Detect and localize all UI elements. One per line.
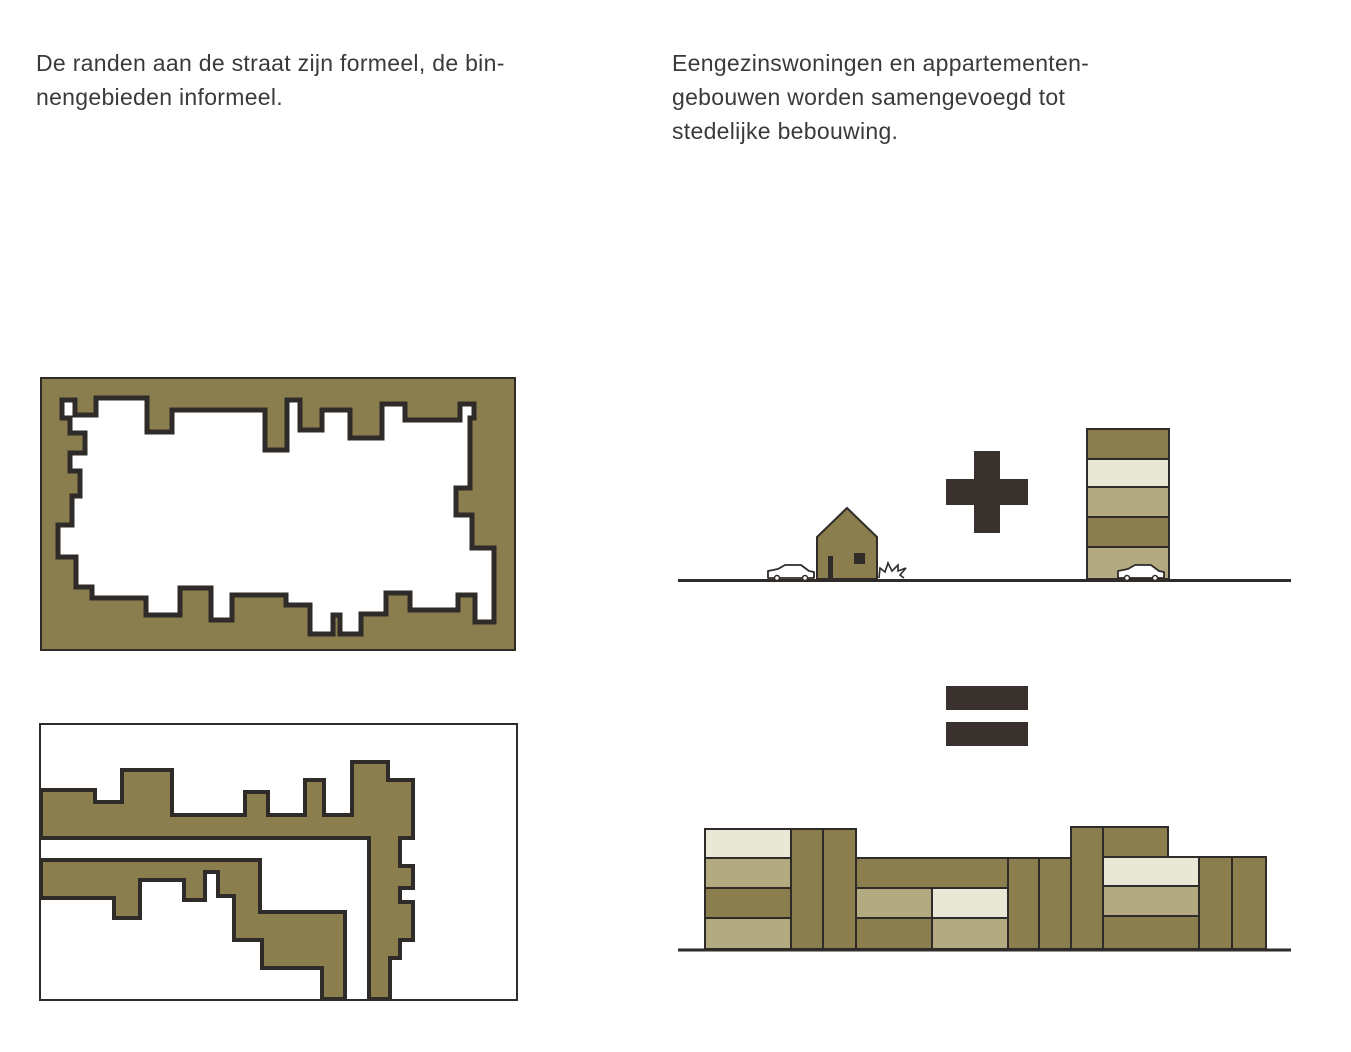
street-corner-diagram xyxy=(40,724,517,1000)
caption-left-line-2: nengebieden informeel. xyxy=(36,84,283,110)
single-family-house xyxy=(817,508,877,579)
equals-sign xyxy=(946,686,1028,746)
caption-right-line-3: stedelijke bebouwing. xyxy=(672,118,899,144)
equation-top-row xyxy=(678,429,1291,581)
perimeter-block-diagram xyxy=(41,378,515,650)
apartment-building xyxy=(1087,429,1169,579)
house-window xyxy=(854,553,865,564)
caption-right-line-2: gebouwen worden samengevoegd tot xyxy=(672,84,1066,110)
shrub-icon xyxy=(879,563,906,578)
caption-left-line-1: De randen aan de straat zijn formeel, de bin- xyxy=(36,50,505,76)
plus-sign xyxy=(946,451,1028,533)
house-door xyxy=(828,556,833,579)
car-icon xyxy=(768,565,814,581)
caption-right-line-1: Eengezinswoningen en appartementen- xyxy=(672,50,1090,76)
urban-building-elevation xyxy=(678,827,1291,950)
